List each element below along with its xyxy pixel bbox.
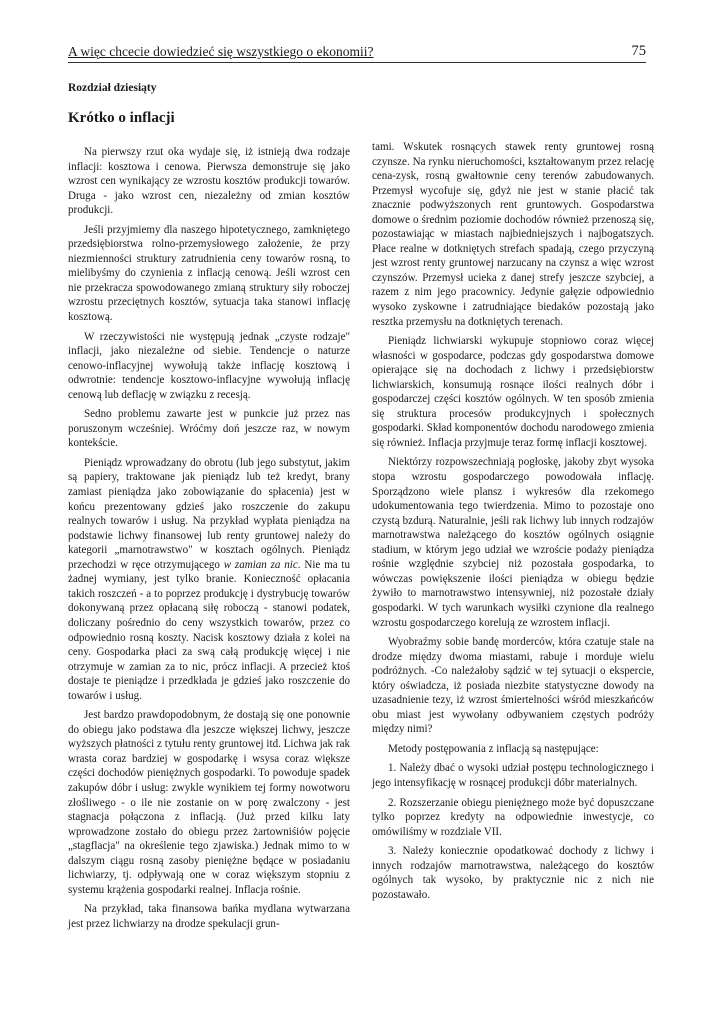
paragraph: Metody postępowania z inflacją są następujące: <box>388 742 599 755</box>
paragraph: Na pierwszy rzut oka wydaje się, iż istnieją dwa rodzaje inflacji: kosztowa i cenowa. Pierwsza demonstruje się jako wzrost cen wynikający ze wzrostu kosztów produkcji towarów. Druga - jako wzrost cen, niezależny od zmian kosztów produkcji. <box>68 146 350 217</box>
paragraph: Na przykład, taka finansowa bańka mydlana wytwarzana jest przez lichwiarzy na drodze spekulacji grun- <box>68 903 350 930</box>
chapter-label: Rozdział dziesiąty <box>68 82 157 94</box>
left-column <box>68 145 350 936</box>
paragraph <box>68 456 350 703</box>
paragraph: Wyobraźmy sobie bandę morderców, która czatuje stale na drodze między dwoma miastami, rabuje i morduje wielu podróżnych. -Co należałoby sądzić w tej sytuacji o ekspercie, który oświadcza, iż posiada niezbite statystyczne dowody na uzasadnienie tezy, iż wzrost śmiertelności wśród mieszkańców obu miast jest wywołany odbywaniem częstych podróży między nimi? <box>372 636 654 736</box>
paragraph: Niektórzy rozpowszechniają pogłoskę, jakoby zbyt wysoka stopa wzrostu gospodarczego powodowała inflację. Sporządzono wiele plansz i wykresów dla rzekomego udokumentowania tego twierdzenia. Mimo to pozostaje ono czystą bzdurą. Naturalnie, jeśli rak lichwy lub innych rodzajów marnotrawstwa należącego do kosztów ogólnych osiągnie stadium, w którym jego udział we wzroście podaży pieniądza rośnie względnie szybciej niż pozostała gospodarka, to wówczas powiększenie ilości pieniądza w obiegu będzie żywiło to marnotrawstwo intensywniej, niż pozostałe działy gospodarki. W tych warunkach wysiłki czynione dla realnego wzrostu gospodarczego korelują ze wzrostem inflacji. <box>372 456 654 629</box>
paragraph: tami. Wskutek rosnących stawek renty gruntowej rosną czynsze. Na rynku nieruchomości, kształtowanym przez relację cena-zysk, rosną gwałtownie ceny terenów zabudowanych. Przemysł wycofuje się, gdyż nie jest w stanie płacić tak znacznie podwyższonych rent gruntowych. Gospodarstwa domowe o średnim poziomie dochodów również przenoszą się, pozostawiając w miastach najbiedniejszych i najbogatszych. Płace realne w dotkniętych strefach spadają, czego przyczyną jest wzrost renty gruntowej narzucany na czynsz a więc wzrost czynszów. Przemysł ucieka z danej strefy jeszcze szybciej, a razem z nim jego pracownicy. Jedynie gałęzie odpowiednio wysoko zyskowne i zatrudniające biedaków pozostają jako resztka przemysłu na dotkniętych terenach. <box>372 141 654 328</box>
list-item: 3. Należy koniecznie opodatkować dochody z lichwy i innych rodzajów marnotrawstwa, należącego do kosztów ogólnych tak wysoko, by praktycznie nic z nich nie pozostawało. <box>372 845 654 901</box>
paragraph-text: . Nie ma tu żadnej wymiany, jest tylko branie. Konieczność opłacania takich roszczeń - a to poprzez produkcję i dystrybucję towarów dokonywaną przez opłacaną siłę roboczą - stanowi podatek, doliczany pośrednio do ceny wszystkich towarów, przez co odpowiednio rosną koszty. Nacisk kosztowy działa z kolei na ceny. Gospodarka płaci za swą całą produkcję więcej i nie otrzymuje w zamian za to nic, prócz inflacji. A przecież ktoś dostaje te pieniądze i przedkłada je gdzieś jako roszczenie do towarów i usług. <box>68 558 351 702</box>
list-item: 1. Należy dbać o wysoki udział postępu technologicznego i jego intensyfikację w rosnącej produkcji dóbr materialnych. <box>372 762 654 789</box>
list-item: 2. Rozszerzanie obiegu pieniężnego może być dopuszczane tylko poprzez kredyty na odpowiednie inwestycje, co omówiliśmy w rozdziale VII. <box>372 796 654 838</box>
right-column <box>372 140 654 907</box>
paragraph: Jeśli przyjmiemy dla naszego hipotetycznego, zamkniętego przedsiębiorstwa rolno-przemysłowego założenie, że przy niezmienności struktury zatrudnienia ceny towarów rosną, to mielibyśmy do czynienia z inflacją cenową. Jeśli wzrost cen nie przekracza spowodowanego zmianą struktury siły roboczej wzrostu przeciętnych kosztów, sytuacja taka stanowi inflację kosztową. <box>68 223 350 324</box>
emphasis-text: w zamian za nic <box>223 558 298 571</box>
paragraph: Pieniądz lichwiarski wykupuje stopniowo coraz więcej własności w gospodarce, podczas gdy gospodarstwa domowe opierające się na dochodach z lichwy i przedsiębiorstw lichwiarskich, konsumują rosnące ilości realnych dóbr i gospodarczej części kosztów ogólnych. W ten sposób zmienia się struktura procesów produkcyjnych i społecznych gospodarki. Skład komponentów dochodu narodowego zmienia się również. Inflacja przyjmuje teraz formę inflacji kosztowej. <box>372 335 654 449</box>
paragraph: W rzeczywistości nie występują jednak „czyste rodzaje" inflacji, jako niezależne od siebie. Tendencje o naturze cenowo-inflacyjnej wywołują także inflację kosztową i odwrotnie: tendencje kosztowo-inflacyjne wywołują inflację cenową lub deflację w związku z recesją. <box>68 330 350 401</box>
paragraph: Sedno problemu zawarte jest w punkcie już przez nas poruszonym wcześniej. Wróćmy doń jeszcze raz, w nowym kontekście. <box>68 408 350 450</box>
header-rule <box>68 62 646 63</box>
page-number: 75 <box>631 43 646 59</box>
running-header <box>68 44 646 64</box>
paragraph-text: Pieniądz wprowadzany do obrotu (lub jego substytut, jakim są papiery, traktowane jak pieniądz lub też kredyt, brany zamiast pieniądza jako zobowiązanie do spłacenia) jest w końcu prezentowany gdzieś jako roszczenie do zakupu realnych towarów i usług. Na przykład wypłata pieniądza na podstawie lichwy finansowej lub renty gruntowej należy do kategorii „marnotrawstwo" w kosztach ogólnych. Pieniądz przechodzi w ręce otrzymującego <box>68 456 350 571</box>
running-title: A więc chcecie dowiedzieć się wszystkiego o ekonomii? <box>68 44 374 59</box>
section-title: Krótko o inflacji <box>68 110 175 126</box>
paragraph: Jest bardzo prawdopodobnym, że dostają się one ponownie do obiegu jako podstawa dla jeszcze większej lichwy, jeszcze wyższych płatności z tytułu renty gruntowej itd. Lichwa jak rak wrasta coraz bardziej w gospodarkę i wsysa coraz większe części dochodów pieniężnych gospodarki. To powoduje spadek zakupów dóbr i usług: zwykle wynikiem tej formy nowotworu złośliwego - o ile nie zostanie on w porę zwalczony - jest stagnacja połączona z inflacją. (Już przed kilku laty wprowadzone zostało do obiegu przez żartowniśiów pojęcie „stagflacja" na określenie tego zjawiska.) Jednak mimo to w dalszym ciągu rosną zasoby pieniężne będące w posiadaniu lichwiarzy, tj. odpływają one w coraz większym stopniu z systemu krążenia gospodarki realnej. Inflacja rośnie. <box>68 709 350 896</box>
